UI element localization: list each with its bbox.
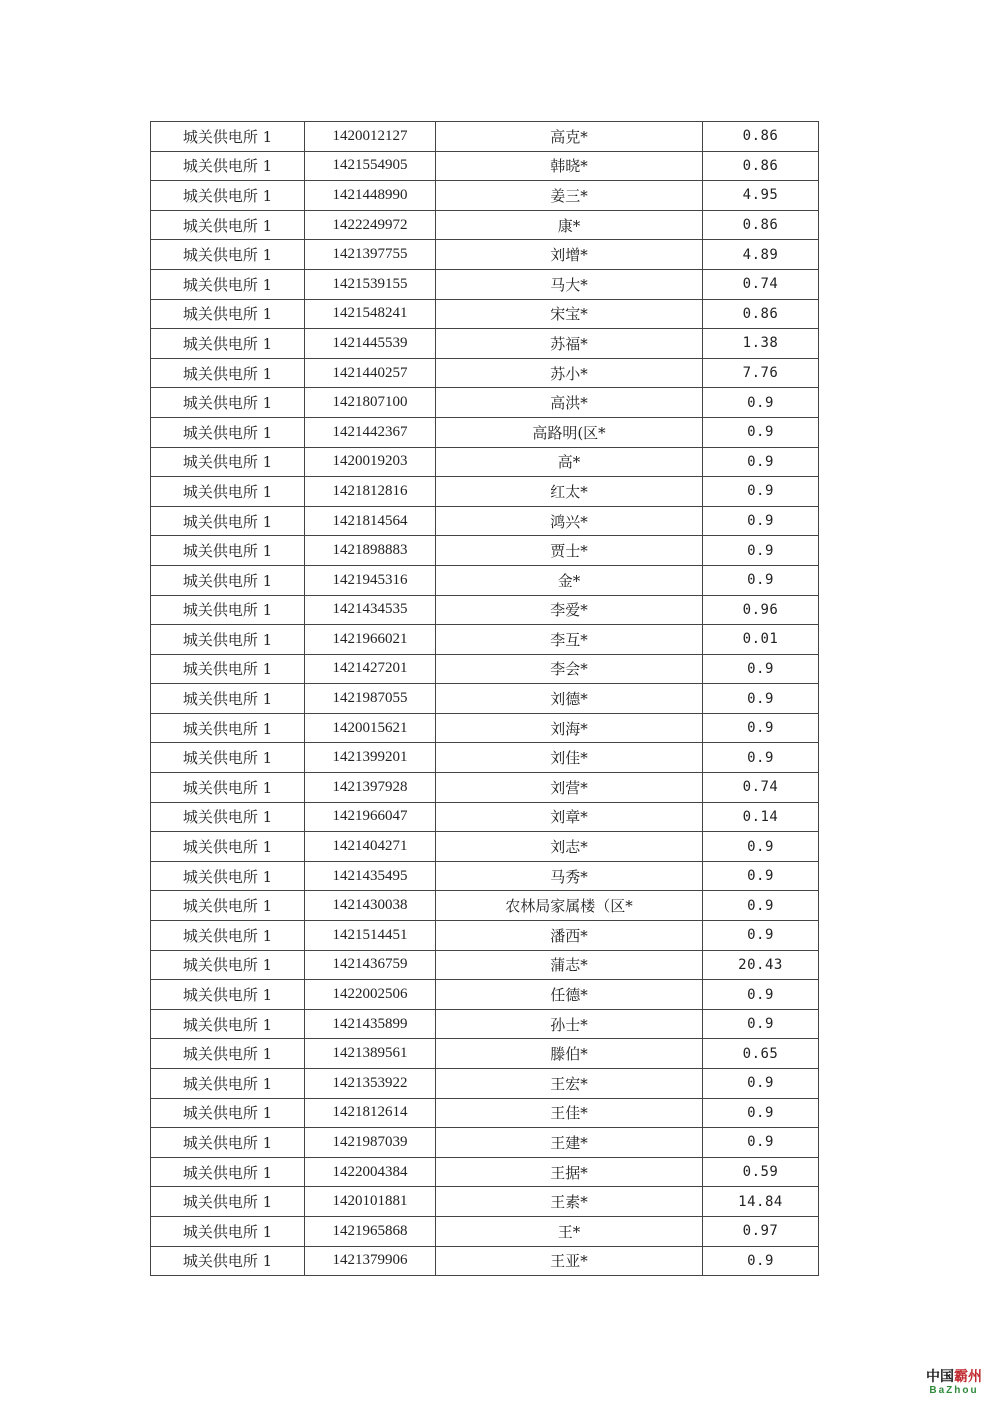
account-cell: 1421548241 [305, 299, 436, 329]
office-cell: 城关供电所 1 [151, 802, 305, 832]
account-cell: 1421440257 [305, 358, 436, 388]
name-cell: 刘增* [436, 240, 703, 270]
office-cell: 城关供电所 1 [151, 122, 305, 152]
office-cell: 城关供电所 1 [151, 743, 305, 773]
amount-cell: 0.9 [703, 861, 819, 891]
name-cell: 王佳* [436, 1098, 703, 1128]
amount-cell: 0.9 [703, 1009, 819, 1039]
table-row [151, 1098, 819, 1128]
table-row [151, 802, 819, 832]
name-cell: 韩晓* [436, 151, 703, 181]
name-cell: 李互* [436, 625, 703, 655]
office-cell: 城关供电所 1 [151, 329, 305, 359]
name-cell: 鸿兴* [436, 506, 703, 536]
amount-cell: 0.9 [703, 832, 819, 862]
name-cell: 姜三* [436, 181, 703, 211]
amount-cell: 0.9 [703, 1128, 819, 1158]
amount-cell: 0.9 [703, 743, 819, 773]
office-cell: 城关供电所 1 [151, 1009, 305, 1039]
account-cell: 1421987055 [305, 684, 436, 714]
name-cell: 刘佳* [436, 743, 703, 773]
name-cell: 王宏* [436, 1069, 703, 1099]
office-cell: 城关供电所 1 [151, 595, 305, 625]
amount-cell: 4.89 [703, 240, 819, 270]
account-cell: 1421812614 [305, 1098, 436, 1128]
office-cell: 城关供电所 1 [151, 1098, 305, 1128]
office-cell: 城关供电所 1 [151, 654, 305, 684]
office-cell: 城关供电所 1 [151, 1128, 305, 1158]
amount-cell: 0.14 [703, 802, 819, 832]
name-cell: 金* [436, 565, 703, 595]
amount-cell: 0.9 [703, 477, 819, 507]
office-cell: 城关供电所 1 [151, 1187, 305, 1217]
name-cell: 农林局家属楼（区* [436, 891, 703, 921]
table-row [151, 832, 819, 862]
name-cell: 刘志* [436, 832, 703, 862]
account-cell: 1421404271 [305, 832, 436, 862]
amount-cell: 0.74 [703, 773, 819, 803]
account-cell: 1422004384 [305, 1157, 436, 1187]
account-cell: 1421442367 [305, 417, 436, 447]
account-cell: 1421987039 [305, 1128, 436, 1158]
name-cell: 高* [436, 447, 703, 477]
table-row [151, 1216, 819, 1246]
account-cell: 1421814564 [305, 506, 436, 536]
amount-cell: 0.65 [703, 1039, 819, 1069]
office-cell: 城关供电所 1 [151, 506, 305, 536]
account-cell: 1421966021 [305, 625, 436, 655]
name-cell: 宋宝* [436, 299, 703, 329]
amount-cell: 1.38 [703, 329, 819, 359]
table-row [151, 477, 819, 507]
amount-cell: 0.9 [703, 654, 819, 684]
watermark-china: 中国 [926, 1368, 954, 1385]
table-row [151, 210, 819, 240]
watermark-pinyin: BaZhou [929, 1385, 979, 1396]
table-row [151, 388, 819, 418]
name-cell: 王亚* [436, 1246, 703, 1276]
amount-cell: 0.9 [703, 417, 819, 447]
office-cell: 城关供电所 1 [151, 151, 305, 181]
office-cell: 城关供电所 1 [151, 861, 305, 891]
office-cell: 城关供电所 1 [151, 1157, 305, 1187]
table-row [151, 447, 819, 477]
account-cell: 1421353922 [305, 1069, 436, 1099]
name-cell: 李会* [436, 654, 703, 684]
account-cell: 1421435899 [305, 1009, 436, 1039]
table-row [151, 299, 819, 329]
table-row [151, 1246, 819, 1276]
table-row [151, 358, 819, 388]
table-row [151, 861, 819, 891]
amount-cell: 0.96 [703, 595, 819, 625]
account-cell: 1421397755 [305, 240, 436, 270]
name-cell: 苏福* [436, 329, 703, 359]
amount-cell: 0.86 [703, 151, 819, 181]
data-table [150, 121, 819, 1276]
name-cell: 高洪* [436, 388, 703, 418]
office-cell: 城关供电所 1 [151, 181, 305, 211]
account-cell: 1421514451 [305, 921, 436, 951]
name-cell: 高克* [436, 122, 703, 152]
account-cell: 1420015621 [305, 713, 436, 743]
amount-cell: 0.9 [703, 713, 819, 743]
name-cell: 蒲志* [436, 950, 703, 980]
office-cell: 城关供电所 1 [151, 210, 305, 240]
name-cell: 王建* [436, 1128, 703, 1158]
amount-cell: 0.9 [703, 536, 819, 566]
amount-cell: 0.86 [703, 210, 819, 240]
office-cell: 城关供电所 1 [151, 950, 305, 980]
table-row [151, 536, 819, 566]
amount-cell: 0.9 [703, 891, 819, 921]
table-row [151, 743, 819, 773]
amount-cell: 0.9 [703, 980, 819, 1010]
amount-cell: 0.9 [703, 447, 819, 477]
table-row [151, 654, 819, 684]
account-cell: 1421399201 [305, 743, 436, 773]
name-cell: 刘营* [436, 773, 703, 803]
office-cell: 城关供电所 1 [151, 477, 305, 507]
account-cell: 1421966047 [305, 802, 436, 832]
name-cell: 任德* [436, 980, 703, 1010]
watermark-bazhou: 霸州 [954, 1368, 982, 1385]
table-row [151, 151, 819, 181]
office-cell: 城关供电所 1 [151, 625, 305, 655]
table-row [151, 240, 819, 270]
account-cell: 1420012127 [305, 122, 436, 152]
amount-cell: 0.9 [703, 921, 819, 951]
table-row [151, 1128, 819, 1158]
name-cell: 孙士* [436, 1009, 703, 1039]
table-row [151, 713, 819, 743]
office-cell: 城关供电所 1 [151, 891, 305, 921]
table-row [151, 329, 819, 359]
office-cell: 城关供电所 1 [151, 773, 305, 803]
amount-cell: 0.97 [703, 1216, 819, 1246]
account-cell: 1421807100 [305, 388, 436, 418]
site-watermark [926, 1370, 982, 1396]
account-cell: 1422249972 [305, 210, 436, 240]
account-cell: 1421554905 [305, 151, 436, 181]
name-cell: 李爱* [436, 595, 703, 625]
table-row [151, 565, 819, 595]
amount-cell: 20.43 [703, 950, 819, 980]
table-row [151, 417, 819, 447]
office-cell: 城关供电所 1 [151, 536, 305, 566]
table-row [151, 684, 819, 714]
office-cell: 城关供电所 1 [151, 921, 305, 951]
office-cell: 城关供电所 1 [151, 417, 305, 447]
amount-cell: 7.76 [703, 358, 819, 388]
name-cell: 潘西* [436, 921, 703, 951]
table-row [151, 921, 819, 951]
name-cell: 马大* [436, 269, 703, 299]
name-cell: 刘德* [436, 684, 703, 714]
office-cell: 城关供电所 1 [151, 713, 305, 743]
name-cell: 滕伯* [436, 1039, 703, 1069]
table-row [151, 1069, 819, 1099]
account-cell: 1421898883 [305, 536, 436, 566]
table-row [151, 269, 819, 299]
amount-cell: 14.84 [703, 1187, 819, 1217]
account-cell: 1421445539 [305, 329, 436, 359]
office-cell: 城关供电所 1 [151, 388, 305, 418]
amount-cell: 0.59 [703, 1157, 819, 1187]
account-cell: 1421430038 [305, 891, 436, 921]
table-row [151, 1187, 819, 1217]
amount-cell: 0.9 [703, 1069, 819, 1099]
office-cell: 城关供电所 1 [151, 1039, 305, 1069]
amount-cell: 0.9 [703, 1098, 819, 1128]
office-cell: 城关供电所 1 [151, 299, 305, 329]
office-cell: 城关供电所 1 [151, 565, 305, 595]
table-body [151, 122, 819, 1276]
table-row [151, 950, 819, 980]
account-cell: 1421965868 [305, 1216, 436, 1246]
table-row [151, 1039, 819, 1069]
account-cell: 1421397928 [305, 773, 436, 803]
office-cell: 城关供电所 1 [151, 240, 305, 270]
account-cell: 1421812816 [305, 477, 436, 507]
table-row [151, 891, 819, 921]
amount-cell: 0.9 [703, 506, 819, 536]
office-cell: 城关供电所 1 [151, 1216, 305, 1246]
amount-cell: 0.9 [703, 1246, 819, 1276]
name-cell: 马秀* [436, 861, 703, 891]
office-cell: 城关供电所 1 [151, 832, 305, 862]
name-cell: 高路明(区* [436, 417, 703, 447]
name-cell: 刘章* [436, 802, 703, 832]
table-row [151, 181, 819, 211]
table-row [151, 506, 819, 536]
office-cell: 城关供电所 1 [151, 980, 305, 1010]
account-cell: 1420019203 [305, 447, 436, 477]
amount-cell: 4.95 [703, 181, 819, 211]
office-cell: 城关供电所 1 [151, 447, 305, 477]
name-cell: 康* [436, 210, 703, 240]
amount-cell: 0.9 [703, 388, 819, 418]
name-cell: 苏小* [436, 358, 703, 388]
table-row [151, 595, 819, 625]
name-cell: 刘海* [436, 713, 703, 743]
table-row [151, 625, 819, 655]
account-cell: 1422002506 [305, 980, 436, 1010]
amount-cell: 0.9 [703, 684, 819, 714]
office-cell: 城关供电所 1 [151, 358, 305, 388]
name-cell: 贾士* [436, 536, 703, 566]
amount-cell: 0.74 [703, 269, 819, 299]
account-cell: 1421436759 [305, 950, 436, 980]
office-cell: 城关供电所 1 [151, 1069, 305, 1099]
office-cell: 城关供电所 1 [151, 1246, 305, 1276]
name-cell: 王据* [436, 1157, 703, 1187]
account-cell: 1421945316 [305, 565, 436, 595]
table-row [151, 980, 819, 1010]
account-cell: 1421427201 [305, 654, 436, 684]
account-cell: 1421539155 [305, 269, 436, 299]
table-row [151, 122, 819, 152]
name-cell: 王* [436, 1216, 703, 1246]
amount-cell: 0.01 [703, 625, 819, 655]
name-cell: 王素* [436, 1187, 703, 1217]
account-cell: 1421379906 [305, 1246, 436, 1276]
table-row [151, 1157, 819, 1187]
name-cell: 红太* [436, 477, 703, 507]
watermark-logo-text [926, 1370, 982, 1385]
account-cell: 1421448990 [305, 181, 436, 211]
account-cell: 1421434535 [305, 595, 436, 625]
amount-cell: 0.86 [703, 299, 819, 329]
table-row [151, 773, 819, 803]
account-cell: 1421389561 [305, 1039, 436, 1069]
office-cell: 城关供电所 1 [151, 269, 305, 299]
amount-cell: 0.86 [703, 122, 819, 152]
office-cell: 城关供电所 1 [151, 684, 305, 714]
account-cell: 1420101881 [305, 1187, 436, 1217]
account-cell: 1421435495 [305, 861, 436, 891]
table-row [151, 1009, 819, 1039]
amount-cell: 0.9 [703, 565, 819, 595]
